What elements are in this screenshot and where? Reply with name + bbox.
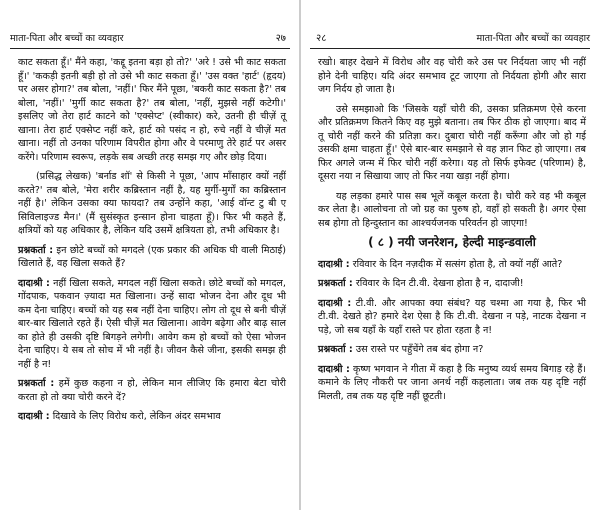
paragraph-text: इन छोटे बच्चों को मगदले (एक प्रकार की अधिक घी वाली मिठाई) खिलाते हैं, वह खिला सकते हैं? (18, 244, 286, 269)
right-page-number: २८ (316, 33, 327, 44)
left-page-header (10, 32, 290, 49)
right-page (304, 0, 596, 510)
paragraph-text: उस रास्ते पर पहुँचेंगे तब बंद होगा न? (355, 344, 484, 355)
left-page (4, 0, 296, 510)
paragraph-text: रखो। बाहर देखने में विरोध और वह चोरी करे उस पर निर्दयता जाए भी नहीं होने देनी चाहिए। यदि अंदर समभाव टूट जाएगा तो निर्दयता होगी और सारा जग निर्दय हो जाता है। (318, 57, 586, 95)
dialogue-paragraph (18, 410, 286, 424)
paragraph (18, 56, 286, 164)
right-page-header (310, 32, 590, 49)
speaker-label: प्रश्नकर्ता : (18, 378, 55, 389)
paragraph-text: काट सकता हूँ।' मैंने कहा, 'कद्दू इतना बड़ा हो तो?' 'अरे ! उसे भी काट सकता हूँ।' 'ककड़ी इतनी बड़ी हो तो उसे भी काट सकता हूँ।' 'उस वक्त 'हार्ट' (हृदय) पर असर होगा?' तब बोला, 'नहीं।' फिर मैंने पूछा, 'बकरी काट सकता है?' तब बोला, 'नहीं।' 'मुर्गी काट सकता है?' तब बोला, 'नहीं, मुझसे नहीं कटेगी।' इसलिए जो तेरा हार्ट काटने को 'एक्सेप्ट' (स्वीकार) करे, उतनी ही चीज़ें तू खाना। तेरा हार्ट एक्सेप्ट नहीं करे, हार्ट को पसंद न हो, रुचे नहीं वे चीज़ें मत खाना। नहीं तो उनका परिणाम विपरीत होगा और वे परमाणु तेरे हार्ट पर असर करेंगे। परिणाम स्वरूप, लड़के सब अच्छी तरह समझ गए और छोड़ दिया। (18, 57, 286, 163)
speaker-label: दादाश्री : (318, 258, 350, 270)
speaker-label: दादाश्री : (318, 297, 352, 309)
book-gutter (299, 0, 301, 510)
paragraph-text: टी.वी. और आपका क्या संबंध? यह चश्मा आ गया है, फिर भी टी.वी. देखते हो? हमारे देश ऐसा है कि टी.वी. देखना न पड़े, नाटक देखना न पड़े, जो सब यहाँ के यहाँ रास्ते पर होता रहता है न! (318, 297, 586, 336)
right-page-body (318, 56, 586, 409)
paragraph-text: उसे समझाओ कि 'जिसके यहाँ चोरी की, उसका प्रतिक्रमण ऐसे करना और प्रतिक्रमण कितने किए वह मुझे बताना। तब फिर ठीक हो जाएगा। बाद में तू चोरी नहीं करने की प्रतिज्ञा कर। दुबारा चोरी नहीं करूँगा और जो हो गई उसकी क्षमा चाहता हूँ।' ऐसे बार-बार समझाने से वह ज्ञान फिट हो जाएगा। तब फिर अगले जन्म में फिर चोरी नहीं करेगा। यह तो सिर्फ इफेक्ट (परिणाम) है, दूसरा नया न सिखाया जाए तो फिर नया खड़ा नहीं होगा। (318, 103, 586, 182)
paragraph-text: (प्रसिद्ध लेखक) 'बर्नाड शॉ' से किसी ने पूछा, 'आप माँसाहार क्यों नहीं करते?' तब बोले, 'मेरा शरीर कब्रिस्तान नहीं है, यह मुर्गी-मुर्गों का कब्रिस्तान नहीं है।' लेकिन उसका क्या फायदा? तब उन्होंने कहा, 'आई वॉन्ट टु बी ए सिविलाइज्ड मैन।' (मैं सुसंस्कृत इन्सान होना चाहता हूँ)। फिर भी कहते हैं, क्षत्रियों को यह अधिकार है, लेकिन यदि उसमें क्षत्रियता हो, तभी अधिकार है। (18, 171, 286, 236)
dialogue-paragraph (318, 297, 586, 338)
paragraph (18, 170, 286, 238)
dialogue-paragraph (18, 277, 286, 372)
paragraph (318, 56, 586, 97)
paragraph-text: रविवार के दिन टी.वी. देखना होता है न, दादाजी! (355, 278, 524, 289)
speaker-label: दादाश्री : (318, 363, 350, 375)
section-heading: ( ८ ) नयी जनरेशन, हेल्दी माइन्डवाली (368, 235, 536, 249)
speaker-label: प्रश्नकर्ता : (318, 344, 353, 355)
dialogue-paragraph (318, 363, 586, 404)
dialogue-paragraph (18, 244, 286, 271)
right-running-title: माता-पिता और बच्चों का व्यवहार (476, 33, 590, 44)
speaker-label: प्रश्नकर्ता : (18, 244, 54, 256)
speaker-label: प्रश्नकर्ता : (318, 278, 353, 289)
left-running-title: माता-पिता और बच्चों का व्यवहार (10, 33, 124, 44)
paragraph-text: कृष्ण भगवान ने गीता में कहा है कि मनुष्य व्यर्थ समय बिगाड़ रहे हैं। कमाने के लिए नौकरी पर जाना अनर्थ नहीं कहलाता। जब तक यह दृष्टि नहीं मिलती, तब तक यह दृष्टि नहीं छूटती। (318, 363, 586, 402)
paragraph-text: दिखावे के लिए विरोध करो, लेकिन अंदर समभाव (52, 411, 221, 422)
paragraph-text: नहीं खिला सकते, मगदल नहीं खिला सकते। छोटे बच्चों को मगदल, गोंदपाक, पकवान ज़्यादा मत खिलाना। उन्हें सादा भोजन देना और दूध भी कम देना चाहिए। बच्चों को यह सब नहीं देना चाहिए। लोग तो दूध से बनी चीज़ें बार-बार खिलाते रहते हैं। ऐसी चीज़ें मत खिलाना। आवेग बढ़ेगा और बाढ़ साल का होते ही उसकी दृष्टि बिगड़ने लगेगी। आवेग कम हो बच्चों को ऐसा भोजन देना चाहिए। ये सब तो सोच में भी नहीं है। जीवन कैसे जीना, इसकी समझ ही नहीं है न! (18, 277, 286, 370)
dialogue-paragraph (318, 277, 586, 291)
dialogue-paragraph (318, 258, 586, 272)
dialogue-paragraph (318, 343, 586, 357)
paragraph-text: यह लड़का हमारे पास सब भूलें कबूल करता है। चोरी करे वह भी कबूल कर लेता है। आलोचना तो जो ग्रह का पुरुष हो, वहाँ हो सकती है। अगर ऐसा सब होगा तो हिन्दुस्तान का आश्चर्यजनक परिवर्तन हो जाएगा! (318, 190, 586, 229)
paragraph (318, 103, 586, 184)
dialogue-paragraph (18, 377, 286, 404)
left-page-body (18, 56, 286, 430)
paragraph-text: हमें कुछ कहना न हो, लेकिन मान लीजिए कि हमारा बेटा चोरी करता हो तो क्या चोरी करने दें? (18, 378, 286, 403)
speaker-label: दादाश्री : (18, 277, 50, 289)
left-page-number: २७ (275, 33, 286, 44)
speaker-label: दादाश्री : (18, 411, 50, 422)
paragraph-text: रविवार के दिन नज़दीक में सत्संग होता है, तो क्यों नहीं आते? (352, 258, 563, 270)
paragraph (318, 190, 586, 231)
